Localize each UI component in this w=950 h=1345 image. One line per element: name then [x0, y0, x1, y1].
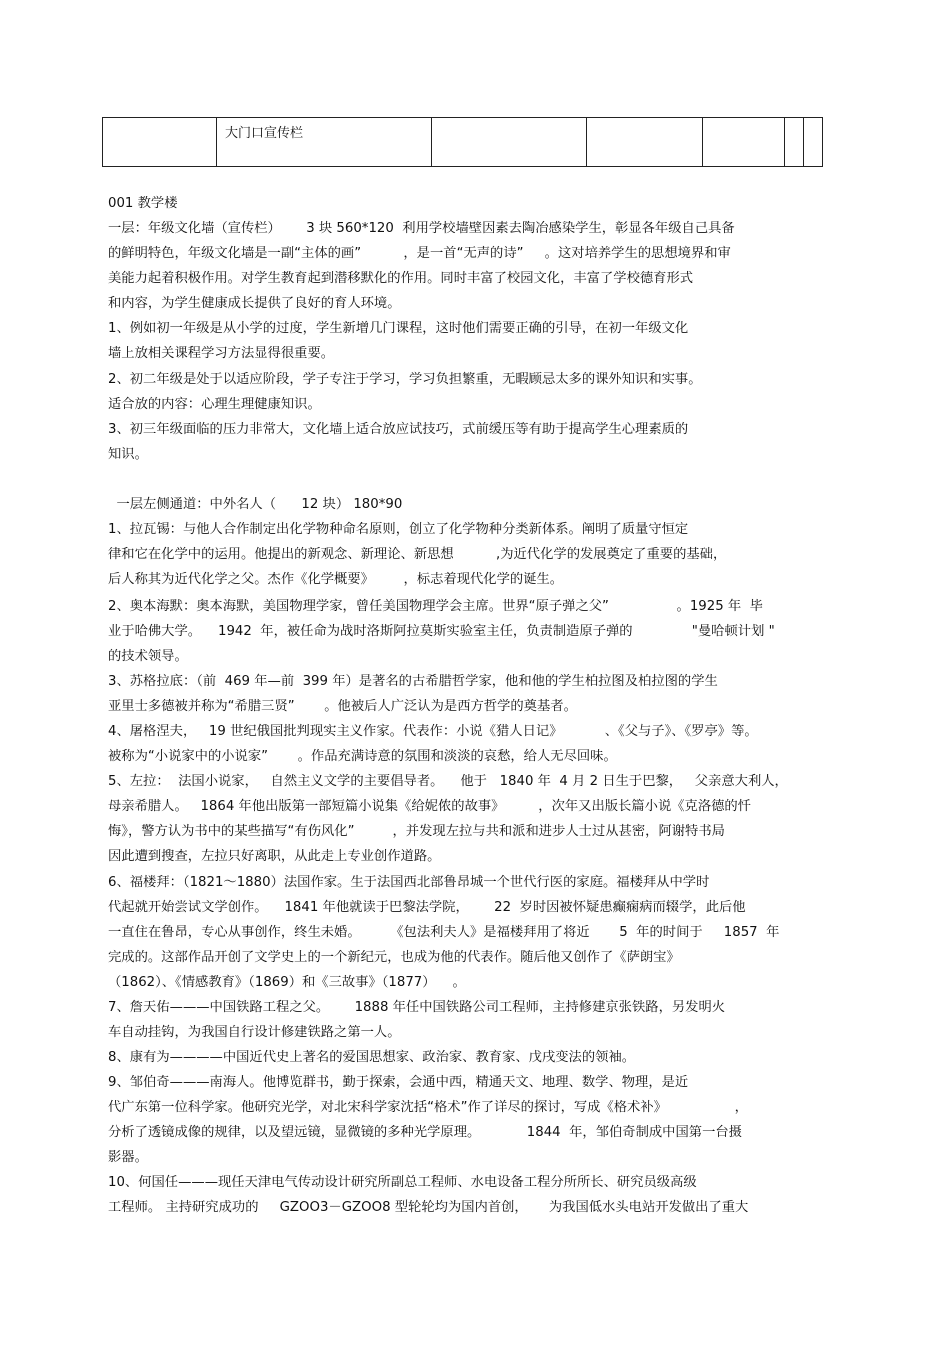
text-line: 10、何国任———现任天津电气传动设计研究所副总工程师、水电设备工程分所所长、研究员级高级	[108, 1175, 697, 1190]
text-line: 影器。	[108, 1150, 148, 1165]
text-line: 的鲜明特色，年级文化墙是一副“主体的画” ，是一首“无声的诗” 。这对培养学生的思想境界和审	[108, 246, 731, 261]
text-line: 代起就开始尝试文学创作。 1841 年他就读于巴黎法学院， 22 岁时因被怀疑患癫痫病而辍学，此后他	[108, 900, 746, 915]
text-line: 完成的。这部作品开创了文学史上的一个新纪元，也成为他的代表作。随后他又创作了《萨朗宝》	[108, 950, 680, 965]
text-line: 9、邹伯奇———南海人。他博览群书，勤于探索，会通中西，精通天文、地理、数学、物理，是近	[108, 1075, 689, 1090]
table-cell	[103, 118, 217, 167]
text-line: 业于哈佛大学。 1942 年，被任命为战时洛斯阿拉莫斯实验室主任，负责制造原子弹的 "曼哈顿计划 "	[108, 624, 775, 639]
text-line: 后人称其为近代化学之父。杰作《化学概要》 ，标志着现代化学的诞生。	[108, 572, 564, 587]
text-line: 美能力起着积极作用。对学生教育起到潜移默化的作用。同时丰富了校园文化，丰富了学校德育形式	[108, 271, 694, 286]
header-table	[102, 117, 823, 167]
table-cell	[587, 118, 703, 167]
text-line: 一直住在鲁昂，专心从事创作，终生未婚。 《包法利夫人》是福楼拜用了将近 5 年的时间于 1857 年	[108, 925, 780, 940]
text-line: （1862）、《情感教育》（1869）和《三故事》（1877） 。	[108, 975, 466, 990]
text-line: 8、康有为————中国近代史上著名的爱国思想家、政治家、教育家、戊戌变法的领袖。	[108, 1050, 636, 1065]
section-title: 001 教学楼	[108, 196, 178, 211]
text-line: 和内容，为学生健康成长提供了良好的育人环境。	[108, 296, 401, 311]
text-line: 1、例如初一年级是从小学的过度，学生新增几门课程，这时他们需要正确的引导，在初一年级文化	[108, 321, 689, 336]
text-line: 律和它在化学中的运用。他提出的新观念、新理论、新思想 ,为近代化学的发展奠定了重要的基础，	[108, 547, 727, 562]
text-line: 分析了透镜成像的规律，以及望远镜，显微镜的多种光学原理。 1844 年，邹伯奇制成中国第一台摄	[108, 1125, 742, 1140]
text-line: 因此遭到搜查，左拉只好离职，从此走上专业创作道路。	[108, 849, 441, 864]
text-line: 知识。	[108, 447, 148, 462]
text-line: 车自动挂钩，为我国自行设计修建铁路之第一人。	[108, 1025, 401, 1040]
text-line: 代广东第一位科学家。他研究光学，对北宋科学家沈括“格术”作了详尽的探讨，写成《格术补》 ，	[108, 1100, 748, 1115]
table-cell	[432, 118, 587, 167]
text-line: 3、初三年级面临的压力非常大，文化墙上适合放应试技巧，式前缓压等有助于提高学生心理素质的	[108, 422, 689, 437]
table-cell	[785, 118, 804, 167]
text-line: 2、奥本海默：奥本海默，美国物理学家，曾任美国物理学会主席。世界“原子弹之父” 。1925 年 毕	[108, 599, 763, 614]
text-line: 2、初二年级是处于以适应阶段，学子专注于学习，学习负担繁重，无暇顾忌太多的课外知识和实事。	[108, 372, 702, 387]
text-line: 墙上放相关课程学习方法显得很重要。	[108, 346, 335, 361]
text-line: 母亲希腊人。 1864 年他出版第一部短篇小说集《给妮侬的故事》 ，次年又出版长篇小说《克洛德的忏	[108, 799, 752, 814]
table-cell	[804, 118, 823, 167]
text-line: 被称为“小说家中的小说家” 。作品充满诗意的氛围和淡淡的哀愁，给人无尽回味。	[108, 749, 617, 764]
text-line: 的技术领导。	[108, 649, 188, 664]
section-heading: 一层左侧通道：中外名人（ 12 块） 180*90	[108, 497, 403, 512]
text-line: 亚里士多德被并称为“希腊三贤” 。他被后人广泛认为是西方哲学的奠基者。	[108, 699, 577, 714]
text-line: 一层：年级文化墙（宣传栏） 3 块 560*120 利用学校墙壁因素去陶冶感染学生，彰显各年级自己具备	[108, 221, 735, 236]
text-line: 适合放的内容：心理生理健康知识。	[108, 397, 321, 412]
text-line: 工程师。 主持研究成功的 GZOO3－GZOO8 型轮轮均为国内首创， 为我国低水头电站开发做出了重大	[108, 1200, 749, 1215]
text-line: 5、左拉： 法国小说家， 自然主义文学的主要倡导者。 他于 1840 年 4 月 2 日生于巴黎， 父亲意大利人，	[108, 774, 788, 789]
text-line: 4、屠格涅夫， 19 世纪俄国批判现实主义作家。代表作：小说《猎人日记》 、《父与子》、《罗亭》等。	[108, 724, 758, 739]
text-line: 3、苏格拉底：（前 469 年—前 399 年）是著名的古希腊哲学家，他和他的学生柏拉图及柏拉图的学生	[108, 674, 718, 689]
text-line: 1、拉瓦锡：与他人合作制定出化学物种命名原则，创立了化学物种分类新体系。阐明了质量守恒定	[108, 522, 689, 537]
table-row	[103, 118, 823, 167]
text-line: 悔》，警方认为书中的某些描写“有伤风化” ，并发现左拉与共和派和进步人士过从甚密，阿谢特书局	[108, 824, 725, 839]
table-cell: 大门口宣传栏	[217, 118, 432, 167]
table-cell	[703, 118, 785, 167]
text-line: 7、詹天佑———中国铁路工程之父。 1888 年任中国铁路公司工程师，主持修建京张铁路，另发明火	[108, 1000, 726, 1015]
text-line: 6、福楼拜：（1821～1880）法国作家。生于法国西北部鲁昂城一个世代行医的家庭。福楼拜从中学时	[108, 875, 710, 890]
